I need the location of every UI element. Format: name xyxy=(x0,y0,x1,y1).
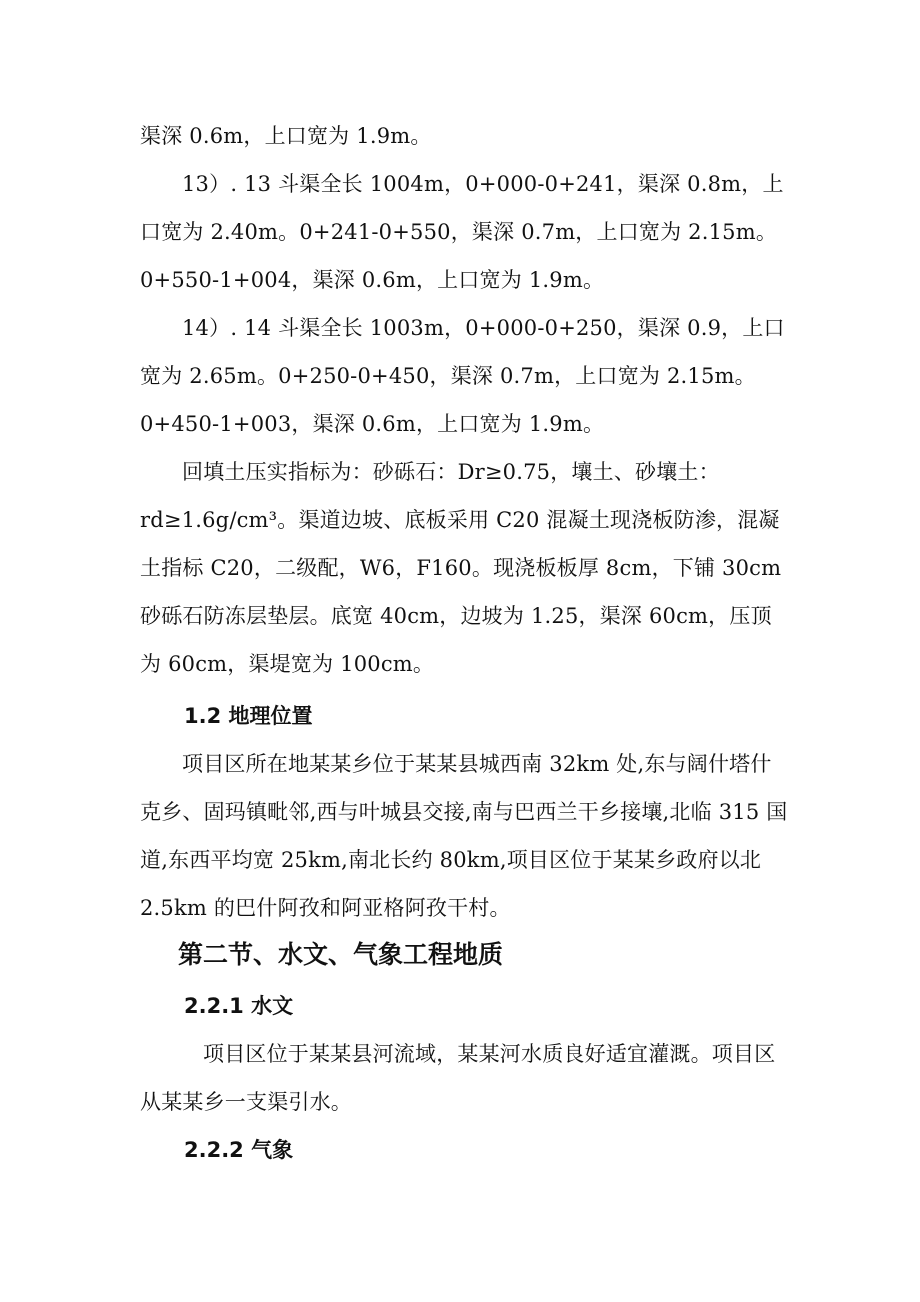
paragraph-hydrology: 项目区位于某某县河流域，某某河水质良好适宜灌溉。项目区从某某乡一支渠引水。 xyxy=(140,1042,776,1114)
paragraph-compaction-index: 回填土压实指标为：砂砾石：Dr≥0.75，壤土、砂壤土：rd≥1.6g/cm³。渠道边坡、底板采用 C20 混凝土现浇板防渗，混凝土指标 C20，二级配，W6，F160。现浇板板厚 8cm，下铺 30cm 砂砾石防冻层垫层。底宽 40cm，边坡为 1.25，渠深 60cm，压顶为 60cm，渠堤宽为 100cm。 xyxy=(140,460,782,676)
paragraph-canal-14: 14）. 14 斗渠全长 1003m，0+000-0+250，渠深 0.9，上口宽为 2.65m。0+250-0+450，渠深 0.7m，上口宽为 2.15m。0+450-1+003，渠深 0.6m，上口宽为 1.9m。 xyxy=(140,316,785,436)
heading-meteorology: 2.2.2 气象 xyxy=(184,1138,294,1162)
paragraph-canal-13: 13）. 13 斗渠全长 1004m，0+000-0+241，渠深 0.8m，上口宽为 2.40m。0+241-0+550，渠深 0.7m，上口宽为 2.15m。0+550-1+004，渠深 0.6m，上口宽为 1.9m。 xyxy=(140,172,784,292)
paragraph-geographic-location: 项目区所在地某某乡位于某某县城西南 32km 处,东与阔什塔什克乡、固玛镇毗邻,西与叶城县交接,南与巴西兰干乡接壤,北临 315 国道,东西平均宽 25km,南北长约 80km,项目区位于某某乡政府以北 2.5km 的巴什阿孜和阿亚格阿孜干村。 xyxy=(140,752,788,920)
heading-geographic-location: 1.2 地理位置 xyxy=(184,704,313,728)
heading-hydrology: 2.2.1 水文 xyxy=(184,994,294,1018)
heading-section-2: 第二节、水文、气象工程地质 xyxy=(178,940,504,969)
paragraph-canal-12-end: 渠深 0.6m，上口宽为 1.9m。 xyxy=(140,124,432,148)
